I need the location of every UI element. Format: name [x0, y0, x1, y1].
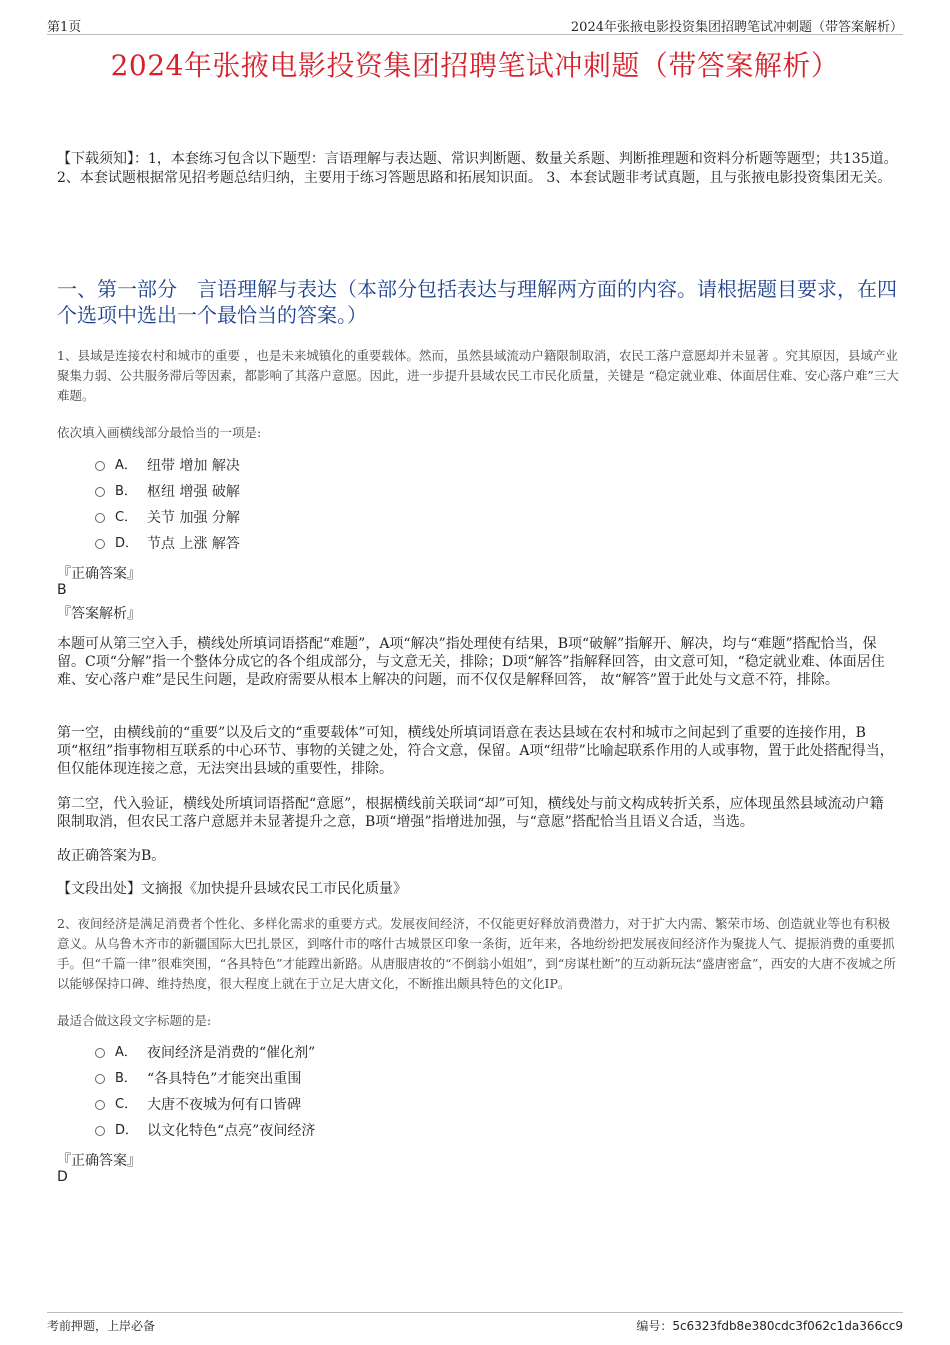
radio-icon[interactable] [95, 513, 105, 523]
analysis-paragraph: 第一空，由横线前的“重要”以及后文的“重要载体”可知，横线处所填词语意在表达县域在农村和城市之间起到了重要的连接作用，B项“枢纽”指事物相互联系的中心环节、事物的关键之处，符合文意，保留。A项“纽带”比喻起联系作用的人或事物，置于此处搭配得当，但仅能体现连接之意，无法突出县域的重要性，排除。 [57, 725, 894, 777]
option-b[interactable] [95, 479, 240, 505]
page-header [47, 14, 903, 35]
answer-value: B [57, 582, 67, 598]
radio-icon[interactable] [95, 539, 105, 549]
question-2-text: 2、夜间经济是满足消费者个性化、多样化需求的重要方式。发展夜间经济，不仅能更好释放消费潜力，对于扩大内需、繁荣市场、创造就业等也有积极意义。从乌鲁木齐市的新疆国际大巴扎景区，到喀什市的喀什古城景区印象一条街，近年来，各地纷纷把发展夜间经济作为聚拢人气、提振消费的重要抓手。但“千篇一律”很难突围，“各具特色”才能蹚出新路。从唐服唐妆的“不倒翁小姐姐”，到“房谋杜断”的互动新玩法“盛唐密盒”，西安的大唐不夜城之所以能够保持口碑、维持热度，很大程度上就在于立足大唐文化，不断推出颇具特色的文化IP。 [57, 916, 896, 991]
question-1-options [95, 453, 240, 557]
option-text: 节点 上涨 解答 [147, 536, 240, 552]
section-title: 一、第一部分 言语理解与表达（本部分包括表达与理解两方面的内容。请根据题目要求，在四个选项中选出一个最恰当的答案。） [57, 277, 897, 327]
option-letter: A． [115, 1045, 137, 1060]
option-letter: C． [115, 1097, 138, 1112]
option-text: “各具特色”才能突出重围 [147, 1071, 302, 1087]
radio-icon[interactable] [95, 1100, 105, 1110]
question-2-options [95, 1040, 315, 1144]
option-text: 夜间经济是消费的“催化剂” [147, 1045, 316, 1061]
option-letter: B． [115, 484, 137, 499]
analysis-label: 『答案解析』 [57, 606, 141, 622]
source-citation: 【文段出处】文摘报《加快提升县域农民工市民化质量》 [57, 881, 407, 897]
option-text: 以文化特色“点亮”夜间经济 [147, 1123, 316, 1139]
code-value: 5c6323fdb8e380cdc3f062c1da366cc9 [672, 1319, 903, 1333]
radio-icon[interactable] [95, 1048, 105, 1058]
radio-icon[interactable] [95, 487, 105, 497]
option-a[interactable] [95, 1040, 315, 1066]
radio-icon[interactable] [95, 1126, 105, 1136]
analysis-conclusion: 故正确答案为B。 [57, 848, 166, 864]
analysis-paragraph: 本题可从第三空入手，横线处所填词语搭配“难题”，A项“解决”指处理使有结果，B项“破解”指解开、解决，均与“难题”搭配恰当，保留。C项“分解”指一个整体分成它的各个组成部分，与文意无关，排除；D项“解答”指解释回答，由文意可知，“稳定就业难、体面居住难、安心落户难”是民生问题，是政府需要从根本上解决的问题，而不仅仅是解释回答， 故“解答”置于此处与文意不符，排除。 [57, 636, 885, 688]
header-title: 2024年张掖电影投资集团招聘笔试冲刺题（带答案解析） [570, 20, 903, 35]
radio-icon[interactable] [95, 1074, 105, 1084]
footer-slogan: 考前押题，上岸必备 [47, 1319, 156, 1333]
question-2-prompt: 最适合做这段文字标题的是: [57, 1013, 212, 1028]
option-letter: C． [115, 510, 138, 525]
option-c[interactable] [95, 1092, 315, 1118]
option-text: 枢纽 增强 破解 [147, 484, 240, 500]
question-1-text: 1、县域是连接农村和城市的重要 ，也是未来城镇化的重要载体。然而，虽然县域流动户籍限制取消，农民工落户意愿却并未显著 。究其原因，县域产业聚集力弱、公共服务滞后等因素，都影响了其落户意愿。因此，进一步提升县域农民工市民化质量，关键是 “稳定就业难、体面居住难、安心落户难”三大难题。 [57, 348, 899, 403]
question-1-prompt: 依次填入画横线部分最恰当的一项是: [57, 425, 262, 440]
option-text: 大唐不夜城为何有口皆碑 [147, 1097, 301, 1113]
analysis-paragraph: 第二空，代入验证，横线处所填词语搭配“意愿”，根据横线前关联词“却”可知，横线处与前文构成转折关系，应体现虽然县域流动户籍限制取消，但农民工落户意愿并未显著提升之意，B项“增强”指增进加强，与“意愿”搭配恰当且语义合适，当选。 [57, 796, 884, 830]
page-title: 2024年张掖电影投资集团招聘笔试冲刺题（带答案解析） [110, 49, 840, 82]
radio-icon[interactable] [95, 461, 105, 471]
option-b[interactable] [95, 1066, 315, 1092]
option-letter: D． [115, 1123, 139, 1138]
footer-code [636, 1317, 903, 1334]
option-letter: A． [115, 458, 137, 473]
option-letter: D． [115, 536, 139, 551]
page-footer [47, 1312, 903, 1335]
option-d[interactable] [95, 531, 240, 557]
option-c[interactable] [95, 505, 240, 531]
answer-label: 『正确答案』 [57, 1153, 141, 1169]
page-number: 第1页 [47, 20, 82, 35]
answer-label: 『正确答案』 [57, 566, 141, 582]
option-letter: B． [115, 1071, 137, 1086]
answer-value: D [57, 1169, 68, 1185]
option-a[interactable] [95, 453, 240, 479]
download-notice: 【下载须知】：1，本套练习包含以下题型：言语理解与表达题、常识判断题、数量关系题、判断推理题和资料分析题等题型；共135道。 2、本套试题根据常见招考题总结归纳，主要用于练习答题思路和拓展知识面。 3、本套试题非考试真题，且与张掖电影投资集团无关。 [57, 151, 898, 186]
option-d[interactable] [95, 1118, 315, 1144]
option-text: 纽带 增加 解决 [147, 458, 240, 474]
option-text: 关节 加强 分解 [147, 510, 240, 526]
code-label: 编号： [636, 1319, 673, 1333]
